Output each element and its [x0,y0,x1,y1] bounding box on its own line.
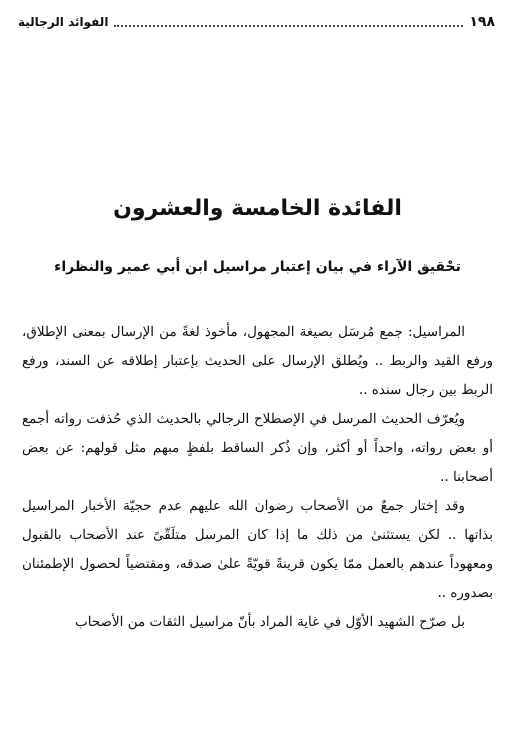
header-dot-leader [114,17,463,27]
paragraph: ويُعرّف الحديث المرسل في الإصطلاح الرجالي بالحديث الذي حُذفت رواته أجمع أو بعض رواته، واحداً أو أكثر، وإن ذُكر الساقط بلفظٍ مبهم مثل قولهم: عن بعض أصحابنا .. [22,411,493,485]
page-header [18,10,495,34]
paragraph: المراسيل: جمع مُرسَل بصيغة المجهول، مأخوذ لغةً من الإرسال بمعنى الإطلاق، ورفع القيد والربط .. ويُطلق الإرسال على الحديث بإعتبار إطلاقه عن السند، ورفع الربط بين رجال سنده .. [22,324,493,398]
paragraph: بل صرّح الشهيد الأوّل في غاية المراد بأنّ مراسيل الثقات من الأصحاب [74,614,465,630]
paragraph: وقد إختار جمعٌ من الأصحاب رضوان الله عليهم عدم حجيّة الأخبار المراسيل بذاتها .. لكن يستثنىٰ من ذلك ما إذا كان المرسل متلَقّىً عند الأصحاب بالقبول ومعهوداً عندهم بالعمل ممّا يكون قرينةً قويّةً علىٰ صدقه، ومقتضياً لحصول الإطمئنان بصدوره .. [22,498,493,601]
chapter-subtitle: تحْقيق الآراء في بيان إعتبار مراسيل ابن أبي عمير والنظراء [54,259,461,275]
body-text [22,318,493,637]
running-title: الفوائد الرجالية [18,15,109,29]
chapter-title: الفائدة الخامسة والعشرون [113,196,402,221]
page-number: ١٩٨ [469,14,495,30]
